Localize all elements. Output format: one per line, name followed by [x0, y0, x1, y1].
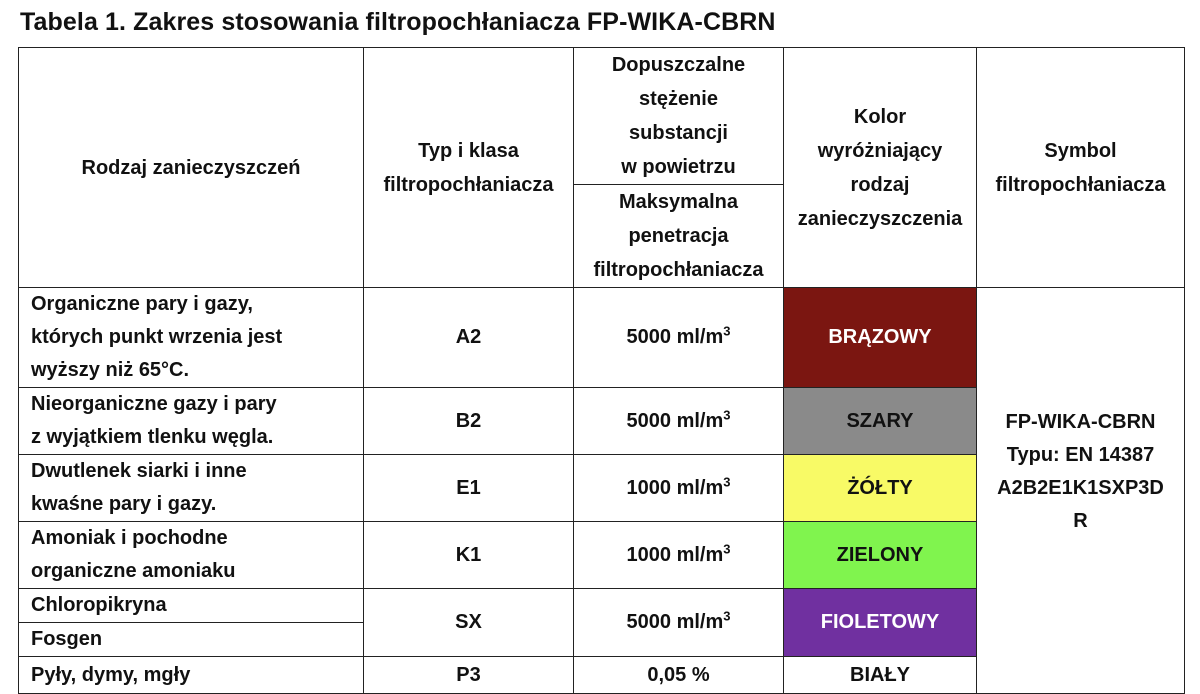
header-filter-symbol: Symbol filtropochłaniacza: [977, 48, 1185, 288]
color-brown: BRĄZOWY: [784, 288, 977, 388]
table-row: [19, 288, 1185, 388]
concentration: 5000 $ml/m^3$: [574, 589, 784, 657]
header-max-penetration: Maksymalna penetracja filtropochłaniacza: [574, 185, 784, 288]
concentration: 1000 $ml/m^3$: [574, 455, 784, 522]
pollutant-description: Fosgen: [19, 623, 364, 657]
filter-type: SX: [364, 589, 574, 657]
pollutant-description: Pyły, dymy, mgły: [19, 657, 364, 694]
header-pollutant-type: Rodzaj zanieczyszczeń: [19, 48, 364, 288]
pollutant-description: Organiczne pary i gazy, których punkt wrzenia jest wyższy niż 65°C.: [19, 288, 364, 388]
color-violet: FIOLETOWY: [784, 589, 977, 657]
filter-type: B2: [364, 388, 574, 455]
concentration: 5000 $ml/m^3$: [574, 288, 784, 388]
pollutant-description: Dwutlenek siarki i inne kwaśne pary i gazy.: [19, 455, 364, 522]
filter-type: K1: [364, 522, 574, 589]
header-distinguishing-color: Kolor wyróżniający rodzaj zanieczyszczenia: [784, 48, 977, 288]
pollutant-description: Chloropikryna: [19, 589, 364, 623]
filter-symbol-cell: FP-WIKA-CBRN Typu: EN 14387 A2B2E1K1SXP3D R: [977, 288, 1185, 657]
symbol-bottom-cell: [977, 657, 1185, 694]
filter-application-table: [18, 47, 1185, 694]
color-yellow: ŻÓŁTY: [784, 455, 977, 522]
color-green: ZIELONY: [784, 522, 977, 589]
filter-type: A2: [364, 288, 574, 388]
color-gray: SZARY: [784, 388, 977, 455]
table-row: [19, 657, 1185, 694]
filter-type: P3: [364, 657, 574, 694]
pollutant-description: Nieorganiczne gazy i pary z wyjątkiem tlenku węgla.: [19, 388, 364, 455]
concentration: 0,05 %: [574, 657, 784, 694]
color-white: BIAŁY: [784, 657, 977, 694]
header-filter-type-class: Typ i klasa filtropochłaniacza: [364, 48, 574, 288]
pollutant-description: Amoniak i pochodne organiczne amoniaku: [19, 522, 364, 589]
concentration: 5000 $ml/m^3$: [574, 388, 784, 455]
header-allowed-concentration: Dopuszczalne stężenie substancji w powietrzu: [574, 48, 784, 185]
filter-type: E1: [364, 455, 574, 522]
table-title: Tabela 1. Zakres stosowania filtropochłaniacza FP-WIKA-CBRN: [20, 8, 776, 36]
concentration: 1000 $ml/m^3$: [574, 522, 784, 589]
